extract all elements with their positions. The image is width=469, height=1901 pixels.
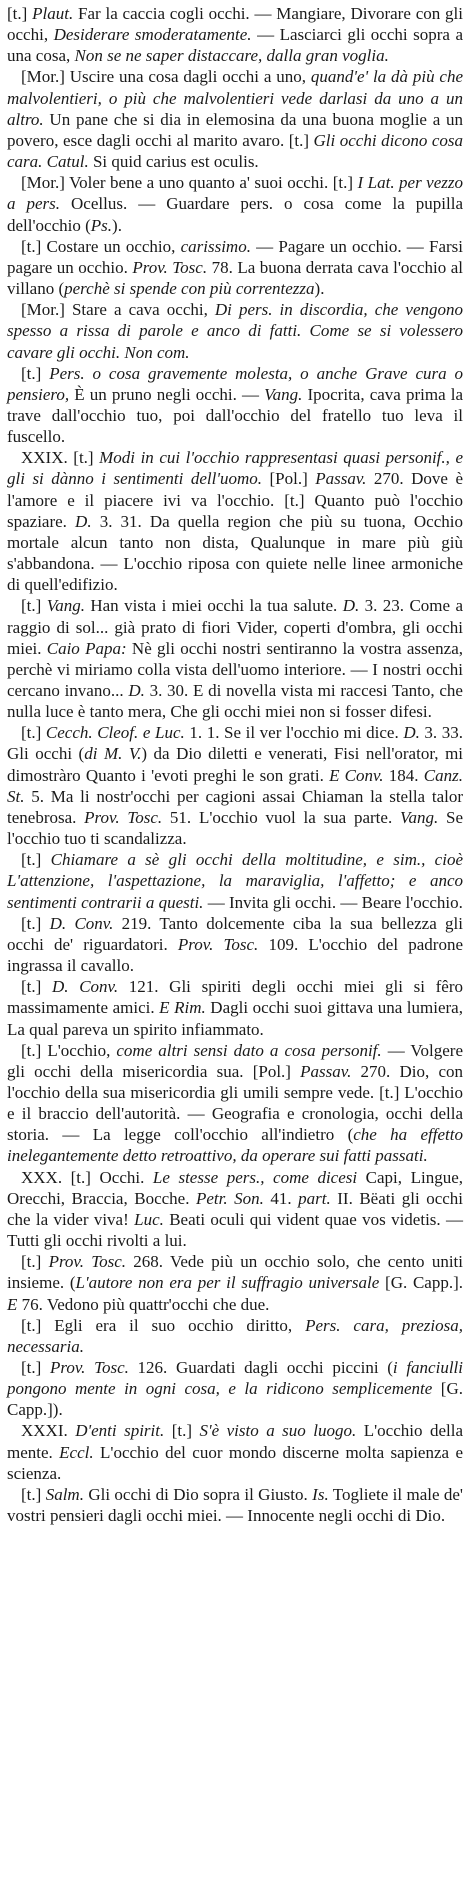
italic-text: I Lat. per vezzo a pers. — [7, 173, 463, 214]
entry-paragraph — [7, 976, 463, 1039]
italic-text: Di pers. in discordia, che vengono spesso a rissa di parole e anco di fatti. Come se si volessero cavare gli occhi. Non com. — [7, 300, 463, 362]
text: 51. L'occhio vuol la sua parte. — [162, 807, 400, 827]
text: 5. Ma li nostr'occhi per cagioni assai Chiaman la stella talor tenebrosa. — [7, 786, 463, 827]
text: [t.] — [21, 913, 50, 933]
text: [t.] — [21, 1358, 50, 1377]
text: Far la caccia cogli occhi. — Mangiare, Divorare con gli occhi, — [7, 4, 463, 45]
italic-text: E Conv. — [329, 765, 384, 785]
text: 268. Vede più un occhio solo, che cento uniti insieme. ( — [7, 1252, 463, 1293]
italic-text: Vang. — [46, 596, 85, 616]
entry-paragraph — [7, 722, 463, 849]
italic-text: Prov. Tosc. — [49, 1358, 129, 1377]
text: 270. Dove è l'amore e il piacere ivi va l'occhio. [t.] Quanto può l'occhio spaziare. — [7, 469, 463, 531]
italic-text: D. — [403, 723, 420, 743]
text: — Lasciarci gli occhi sopra a una cosa, — [7, 25, 463, 66]
italic-text: Cecch. Cleof. e Luc. — [45, 723, 185, 743]
text: ) da Dio diletti e venerati, Fisi nell'orator, mi dimostràro Quanto i 'evoti preghi le son grati. — [7, 744, 464, 785]
text: II. Bëati gli occhi che la vider viva! — [7, 1188, 464, 1229]
text: 3. 33. Gli occhi ( — [7, 723, 464, 764]
text: — Invita gli occhi. — Beare l'occhio. — [203, 892, 463, 912]
text: [t.] — [21, 977, 52, 997]
text: 126. Guardati dagli occhi piccini ( — [128, 1358, 393, 1377]
text: L'occhio del cuor mondo discerne molta sapienza e scienza. — [7, 1442, 463, 1483]
text: Se l'occhio tuo ti scandalizza. — [7, 807, 464, 849]
text: 78. La buona derrata cava l'occhio al villano ( — [7, 257, 463, 299]
text: Ipocrita, cava prima la trave dall'occhio tuo, poi dall'occhio del fratello tuo leva il fuscello. — [7, 384, 463, 447]
text: L'occhio della mente. — [7, 1421, 463, 1462]
italic-text: Passav. — [300, 1061, 352, 1081]
text: XXIX. [t.] — [21, 448, 100, 468]
italic-text: D. Conv. — [51, 977, 119, 997]
text: 3. 31. Da quella region che più su tuona, Occhio mortale alcun tanto non dista, Qualunque in mare più giù s'abbandona. — L'occhio riposa con quiete nelle linee armoniche di quell'edifizio. — [7, 511, 463, 595]
italic-text: part. — [298, 1188, 331, 1208]
italic-text: D. — [342, 596, 360, 616]
entry-paragraph — [7, 3, 463, 66]
text: 219. Tanto dolcemente ciba la sua bellezza gli occhi de' riguardatori. — [7, 913, 464, 954]
italic-text: carissimo. — [180, 236, 251, 256]
italic-text: Modi in cui l'occhio rappresentasi quasi personif., e gli si dànno i sentimenti dell'uomo. — [7, 448, 463, 489]
entry-paragraph — [7, 299, 463, 362]
italic-text: che ha effetto inelegantemente detto retroattivo, da operare sui fatti passati. — [7, 1125, 463, 1166]
entry-paragraph — [7, 1040, 463, 1167]
entry-paragraph — [7, 913, 463, 976]
italic-text: di M. V. — [84, 744, 142, 764]
text: Si quid carius est oculis. — [88, 152, 259, 172]
italic-text: Eccl. — [59, 1442, 94, 1462]
italic-text: Prov. Tosc. — [177, 934, 259, 954]
text: [Mor.] Voler bene a uno quanto a' suoi occhi. [t.] — [21, 173, 358, 193]
italic-text: Is. — [312, 1484, 329, 1504]
text: 3. 23. Come a raggio di sol... già prato di fiori Vider, coperti d'ombra, gli occhi miei. — [7, 596, 463, 658]
text: [t.] — [21, 596, 47, 616]
italic-text: Caio Papa: — [46, 638, 127, 658]
entry-paragraph — [7, 1420, 463, 1483]
italic-text: Vang. — [264, 384, 303, 404]
italic-text: Vang. — [399, 807, 439, 827]
text: 41. — [263, 1188, 299, 1208]
text: 1. 1. Se il ver l'occhio mi dice. — [184, 723, 404, 743]
italic-text: Non se ne saper distaccare, dalla gran voglia. — [74, 46, 389, 66]
entry-paragraph — [7, 236, 463, 299]
italic-text: L'autore non era per il suffragio universale — [75, 1273, 380, 1293]
italic-text: Pers. o cosa gravemente molesta, o anche Grave cura o pensiero, — [7, 363, 464, 404]
text: [t.] — [21, 1252, 49, 1272]
text: [Mor.] Stare a cava occhi, — [21, 300, 215, 320]
text: Beati oculi qui vident quae vos videtis. — Tutti gli occhi rivolti a lui. — [7, 1209, 463, 1251]
text: — Pagare un occhio. — Farsi pagare un occhio. — [7, 236, 463, 277]
text: Dagli occhi suoi gittava una lumiera, La qual pareva un spirito infiammato. — [7, 998, 463, 1039]
text: [t.] Egli era il suo occhio diritto, — [21, 1315, 306, 1335]
text: Ocellus. — Guardare pers. o cosa come la pupilla dell'occhio ( — [7, 194, 463, 235]
entry-paragraph — [7, 66, 463, 172]
italic-text: D. — [75, 511, 92, 531]
entry-paragraph — [7, 849, 463, 912]
italic-text: D. — [128, 681, 145, 700]
text: [t.] — [21, 363, 50, 383]
italic-text: Le stesse pers., come dicesi — [152, 1167, 358, 1187]
entry-paragraph — [7, 1167, 463, 1252]
italic-text: Ps. — [90, 215, 113, 235]
italic-text: i fanciulli pongono mente in ogni cosa, e la ridicono semplicemente — [7, 1358, 463, 1399]
text: [Mor.] Uscire una cosa dagli occhi a uno, — [21, 67, 311, 87]
text: [G. Capp.]. — [379, 1273, 464, 1293]
text: 121. Gli spiriti degli occhi miei gli si fêro massimamente amici. — [7, 977, 464, 1018]
italic-text: Prov. Tosc. — [132, 257, 208, 277]
text: [t.] L'occhio, — [21, 1040, 117, 1060]
text: [G. Capp.]). — [7, 1379, 463, 1420]
italic-text: Plaut. — [32, 4, 74, 23]
italic-text: D'enti spirit. — [75, 1421, 165, 1441]
italic-text: Prov. Tosc. — [48, 1252, 127, 1272]
text: XXX. [t.] Occhi. — [21, 1167, 153, 1187]
italic-text: D. Conv. — [49, 913, 114, 933]
text: XXXI. — [21, 1421, 76, 1441]
italic-text: Chiamare a sè gli occhi della moltitudine, e sim., cioè L'attenzione, l'aspettazione, la maraviglia, l'affetto; e anco sentimenti contrarii a questi. — [7, 850, 463, 912]
text: Capi, Lingue, Orecchi, Braccia, Bocche. — [7, 1167, 463, 1208]
text: 270. Dio, con l'occhio della sua misericordia gli umili sempre vede. [t.] L'occhio e il braccio dell'autorità. — Geografia e cronologia, occhi della storia. — La legge coll'occhio all'indietro ( — [7, 1061, 463, 1145]
italic-text: Pers. cara, preziosa, necessaria. — [7, 1315, 463, 1356]
italic-text: quand'e' la dà più che malvolentieri, o più che malvolentieri vede darlasi da uno a un altro. — [7, 67, 463, 129]
text: — Volgere gli occhi della misericordia sua. [Pol.] — [7, 1040, 463, 1081]
italic-text: S'è visto a suo luogo. — [199, 1421, 357, 1441]
italic-text: Petr. Son. — [195, 1188, 264, 1208]
italic-text: E — [7, 1294, 18, 1314]
text: 184. — [383, 765, 424, 785]
entry-paragraph — [7, 172, 463, 235]
text: [Pol.] — [262, 469, 316, 489]
text: Gli occhi di Dio sopra il Giusto. — [83, 1484, 313, 1504]
text: Togliete il male de' vostri pensieri dagli occhi miei. — Innocente negli occhi di Dio. — [7, 1484, 463, 1526]
text: 76. Vedono più quattr'occhi che due. — [17, 1294, 270, 1314]
italic-text: Desiderare smoderatamente. — [53, 25, 252, 45]
text: ). — [112, 215, 122, 235]
text: [t.] — [21, 850, 51, 870]
entry-paragraph — [7, 1357, 463, 1420]
italic-text: Canz. St. — [7, 765, 463, 806]
entry-paragraph — [7, 363, 463, 448]
text: 3. 30. E di novella vista mi raccesi Tanto, che nulla luce è tanto mera, Che gli occhi miei non si fosser difesi. — [7, 681, 463, 722]
entry-paragraph — [7, 595, 463, 722]
text: Han vista i miei occhi la tua salute. — [84, 596, 343, 616]
text: È un pruno negli occhi. — — [69, 384, 265, 404]
text: [t.] — [21, 1484, 46, 1504]
entry-paragraph — [7, 1484, 463, 1526]
italic-text: Luc. — [134, 1209, 164, 1229]
italic-text: Salm. — [45, 1484, 84, 1504]
entry-paragraph — [7, 447, 463, 595]
text: [t.] — [21, 723, 46, 743]
italic-text: E Rim. — [159, 998, 206, 1018]
entry-paragraph — [7, 1315, 463, 1357]
italic-text: come altri sensi dato a cosa personif. — [116, 1040, 382, 1060]
italic-text: Passav. — [315, 469, 367, 489]
text: [t.] — [164, 1421, 200, 1441]
entry-paragraph — [7, 1251, 463, 1314]
text: [t.] Costare un occhio, — [21, 236, 181, 256]
text: [t.] — [7, 4, 33, 23]
italic-text: Gli occhi dicono cosa cara. Catul. — [7, 130, 463, 172]
italic-text: perchè si spende con più correntezza — [64, 279, 315, 299]
text: ). — [314, 279, 325, 299]
text: Nè gli occhi nostri sentiranno la vostra assenza, perchè vi miriamo colla vista dell'uomo interiore. — I nostri occhi cercano invano... — [7, 638, 463, 700]
text: 109. L'occhio del padrone ingrassa il cavallo. — [7, 934, 463, 976]
italic-text: Prov. Tosc. — [84, 807, 163, 827]
text: Un pane che si dia in elemosina da una buona moglie a un povero, esce dagli occhi al marito avaro. [t.] — [7, 109, 463, 150]
